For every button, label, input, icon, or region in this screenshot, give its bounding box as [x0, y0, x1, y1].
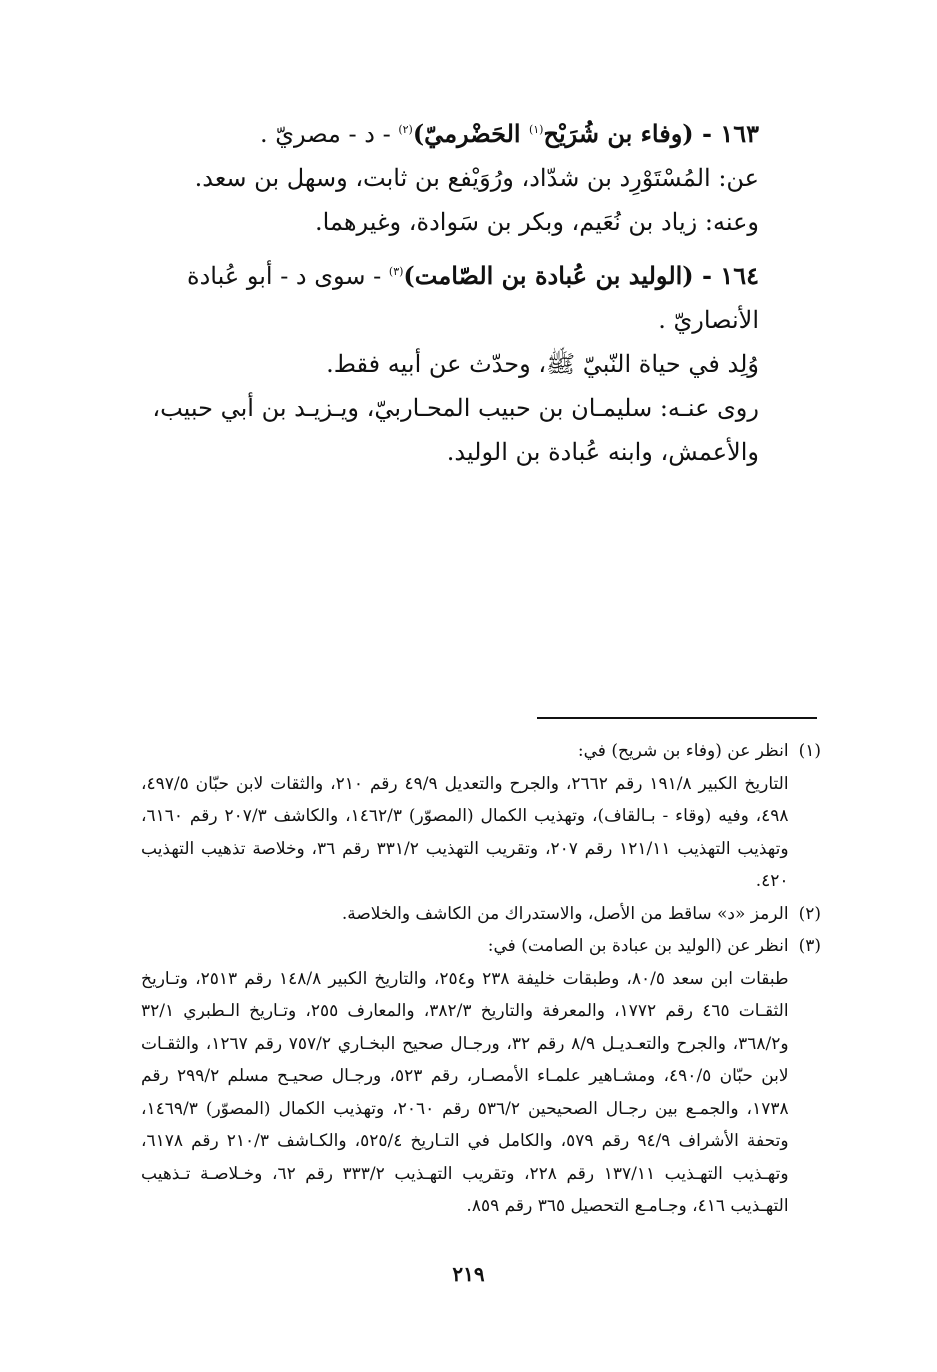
page-number: ٢١٩ [452, 1262, 485, 1286]
footnote-number: (١) [798, 741, 821, 761]
footnote-3 [141, 930, 821, 1223]
footnote-separator [537, 717, 817, 719]
main-text [113, 108, 759, 474]
entry-163-name: ١٦٣ - (وفاء بن شُرَيْح [543, 119, 759, 148]
footnote-ref-3: (٣) [388, 265, 404, 278]
footnote-text: طبقات ابن سعد ٨٠/٥، وطبقات خليفة ٢٣٨ و٢٥٤، والتاريخ الكبير ١٤٨/٨ رقم ٢٥١٣، وتـاريخ الثقـات ٤٦٥ رقم ١٧٧٢، والمعرفة والتاريخ ٣٨٢/٣، والمعارف ٢٥٥، وتـاريخ الـطبري ٣٢/١ و٣٦٨/٢، والجرح والتعـديـل ٨/٩ رقم ٣٢، ورجـال صحيح البخـاري ٧٥٧/٢ رقم ١٢٦٧، والثقـات لابن حبّان ٤٩٠/٥، ومشـاهير علمـاء الأمصـار، رقم ٥٢٣، ورجـال صحيـح مسلم ٢٩٩/٢ رقم ١٧٣٨، والجمـع بين رجـال الصحيحين ٥٣٦/٢ رقم ٢٠٦٠، وتهذيب الكمال (المصوّر) ١٤٦٩/٣، وتحفة الأشراف ٩٤/٩ رقم ٥٧٩، والكامل في التـاريخ ٥٢٥/٤، والكـاشف ٢١٠/٣ رقم ٦١٧٨، وتهـذيب التهـذيب ١٣٧/١١ رقم ٢٢٨، وتقريب التهـذيب ٣٣٣/٢ رقم ٦٢، وخـلاصـة تـذهيب التهـذيب ٤١٦، وجـامـع التحصيل ٣٦٥ رقم ٨٥٩. [141, 968, 789, 1216]
footnote-number: (٣) [798, 936, 821, 956]
footnote-1 [141, 735, 821, 898]
footnote-number: (٢) [798, 903, 821, 924]
footnote-title: الرمز «د» ساقط من الأصل، والاستدراك من الكاشف والخلاصة. [341, 903, 789, 924]
entry-163-nisba: الحَضْرميّ) [412, 119, 529, 148]
entry-163-heading [113, 108, 759, 156]
footnote-2 [141, 898, 821, 931]
entry-164-narrators: روى عنـه: سليمـان بن حبيب المحـاربيّ، ويـزيـد بن أبي حبيب، والأعمش، وابنه عُبادة بن الوليد. [152, 394, 759, 466]
footnote-text: التاريخ الكبير ١٩١/٨ رقم ٢٦٦٢، والجرح والتعديل ٤٩/٩ رقم ٢١٠، والثقات لابن حبّان ٤٩٧/٥، ٤٩٨، وفيه (وقاء - بـالقاف)، وتهذيب الكمال (المصوّر) ١٤٦٢/٣، والكاشف ٢٠٧/٣ رقم ٦١٦٠، وتهذيب التهذيب ١٢١/١١ رقم ٢٠٧، وتقريب التهذيب ٣٣١/٢ رقم ٣٦، وخلاصة تذهيب التهذيب ٤٢٠. [141, 773, 789, 891]
entry-163-teachers: عن: المُسْتَوْرِد بن شدّاد، ورُوَيْفع بن ثابت، وسهل بن سعد. [194, 164, 759, 192]
entry-163-tail: - د - مصريّ . [259, 120, 399, 148]
entry-164-name: ١٦٤ - (الوليد بن عُبادة بن الصّامت) [403, 261, 759, 290]
entry-164-heading [113, 250, 759, 342]
entry-164-birth: وُلِد في حياة النّبيّ ﷺ، وحدّث عن أبيه فقط. [326, 350, 759, 378]
footnotes [141, 735, 821, 1223]
footnote-ref-1: (١) [528, 123, 544, 136]
entry-163-students: وعنه: زياد بن نُعَيم، وبكر بن سَوادة، وغيرهما. [315, 208, 759, 236]
footnote-ref-2: (٢) [398, 123, 413, 136]
footnote-title: انظر عن (وفاء بن شريح) في: [577, 741, 789, 761]
footnote-title: انظر عن (الوليد بن عبادة بن الصامت) في: [487, 936, 789, 956]
entry-164-tail: - سوى د - أبو عُبادة الأنصاريّ . [187, 262, 759, 334]
